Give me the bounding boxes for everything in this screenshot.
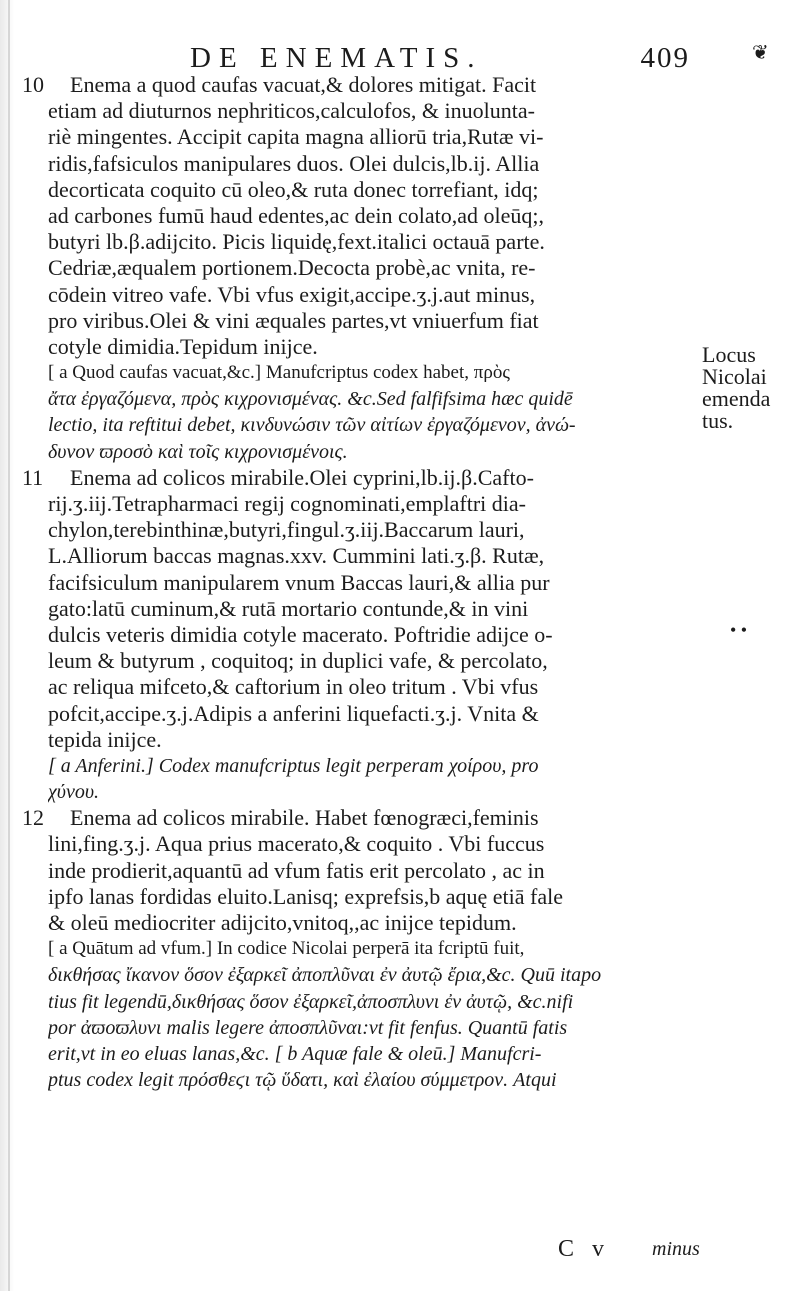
annotation-line: [ a Quod caufas vacuat,&c.] Manufcriptus codex habet, πρὸς: [48, 362, 510, 384]
text-line: ridis,fafsiculos manipulares duos. Olei dulcis,lb.ij. Allia: [48, 150, 540, 176]
annotation-line: ptus codex legit πρόσθεϛι τῷ ὕδατι, καὶ ἐλαίου σύμμετρον. Atqui: [48, 1069, 557, 1092]
text-line: Enema ad colicos mirabile. Habet fœnogræci,feminis: [70, 805, 539, 831]
annotation-line: δικθήσας ἴκανον ὅσον ἐξαρκεῖ ἀποπλῦναι ἐν ἀυτῷ ἔρια,&c. Quū itapo: [48, 964, 602, 987]
margin-note-line: tus.: [702, 408, 734, 433]
text-line: riè mingentes. Accipit capita magna alliorū tria,Rutæ vi-: [48, 124, 544, 150]
section-number: 10: [22, 72, 44, 97]
section-number: 12: [22, 805, 44, 831]
text-line: cōdein vitreo vafe. Vbi vfus exigit,accipe.ʒ.j.aut minus,: [48, 281, 536, 307]
annotation-line: ἄτα ἐργαζόμενα, πρὸς κιχρονισμένας. &c.Sed falfifsima hæc quidē: [48, 388, 573, 411]
annotation-line: δυνον ϖροσὸ καὶ τοῖς κιχρονισμένοις.: [48, 440, 348, 463]
section-10: [22, 72, 690, 465]
text-line: ipfo lanas fordidas eluito.Lanisq; exprefsis,b aquę etiā fale: [48, 883, 563, 909]
text-line: Enema a quod caufas vacuat,& dolores mitigat. Facit: [70, 72, 537, 97]
margin-dots: • •: [730, 620, 748, 640]
binding-gutter: [8, 0, 10, 1291]
catchword: minus: [652, 1238, 700, 1260]
text-line: chylon,terebinthinæ,butyri,fingul.ʒ.iij.Baccarum lauri,: [48, 517, 525, 543]
text-line: lini,fing.ʒ.j. Aqua prius macerato,& coquito . Vbi fuccus: [48, 831, 545, 857]
annotation-line: tius fit legendū,δικθήσας ὅσον ἐξαρκεῖ,ἀποσπλυνι ἐν ἀυτῷ, &c.nifi: [48, 990, 574, 1013]
text-line: & oleū mediocriter adijcito,vnitoq,,ac inijce tepidum.: [48, 910, 517, 935]
text-line: L.Alliorum baccas magnas.xxv. Cummini lati.ʒ.β. Rutæ,: [48, 543, 545, 569]
text-line: ac reliqua mifceto,& caftorium in oleo tritum . Vbi vfus: [48, 674, 539, 700]
text-line: Cedriæ,æqualem portionem.Decocta probè,ac vnita, re-: [48, 255, 536, 281]
text-line: rij.ʒ.iij.Tetrapharmaci regij cognominati,emplaftri dia-: [48, 491, 526, 516]
text-line: dulcis veteris dimidia cotyle macerato. Poftridie adijce o-: [48, 621, 553, 647]
text-line: Enema ad colicos mirabile.Olei cyprini,lb.ij.β.Cafto-: [70, 464, 534, 490]
text-line: pofcit,accipe.ʒ.j.Adipis a anferini liquefacti.ʒ.j. Vnita &: [48, 700, 539, 726]
folio-number: 409: [640, 42, 690, 74]
signature-mark: C v: [558, 1236, 611, 1262]
running-title: DE ENEMATIS.: [190, 42, 483, 74]
section-12: [22, 805, 690, 1093]
text-line: inde prodierit,aquantū ad vfum fatis erit percolato , ac in: [48, 857, 545, 883]
text-line: facifsiculum manipularem vnum Baccas lauri,& allia pur: [48, 569, 550, 595]
section-number: 11: [22, 464, 44, 490]
margin-note: [702, 344, 800, 432]
page-header: [90, 42, 690, 72]
text-line: decorticata coquito cū oleo,& ruta donec torrefiant, idq;: [48, 176, 539, 202]
text-line: butyri lb.β.adijcito. Picis liquidę,fext.italici octauā parte.: [48, 229, 545, 255]
margin-note-line: emenda: [702, 386, 771, 411]
annotation-line: erit,vt in eo eluas lanas,&c. [ b Aquæ fale & oleū.] Manufcri-: [48, 1042, 542, 1065]
annotation-line: χύνου.: [48, 781, 100, 804]
text-line: leum & butyrum , coquitoq; in duplici vafe, & percolato,: [48, 648, 548, 674]
text-line: gato:latū cuminum,& rutā mortario contunde,& in vini: [48, 595, 529, 621]
text-line: pro viribus.Olei & vini æquales partes,vt vniuerfum fiat: [48, 307, 539, 333]
annotation-line: lectio, ita reftitui debet, κινδυνώσιν τῶν αἰτίων ἐργαζόμενον, ἀνώ-: [48, 414, 576, 437]
text-line: ad carbones fumū haud edentes,ac dein colato,ad oleūq;,: [48, 202, 545, 228]
text-line: etiam ad diuturnos nephriticos,calculofos, & inuolunta-: [48, 98, 535, 124]
text-line: cotyle dimidia.Tepidum inijce.: [48, 333, 318, 359]
main-text: [22, 72, 690, 1093]
text-line: tepida inijce.: [48, 726, 162, 752]
annotation-line: por ἀϖοϖλυνι malis legere ἀποσπλῦναι:vt fit fenfus. Quantū fatis: [48, 1016, 568, 1039]
page-flourish-mark: ❦: [752, 42, 769, 64]
annotation-line: [ a Quātum ad vfum.] In codice Nicolai perperā ita fcriptū fuit,: [48, 938, 525, 960]
annotation-line: [ a Anferini.] Codex manufcriptus legit perperam χοίρου, pro: [48, 754, 539, 777]
margin-note-line: Nicolai: [702, 364, 767, 389]
section-11: [22, 464, 690, 805]
margin-note-line: Locus: [702, 342, 756, 367]
